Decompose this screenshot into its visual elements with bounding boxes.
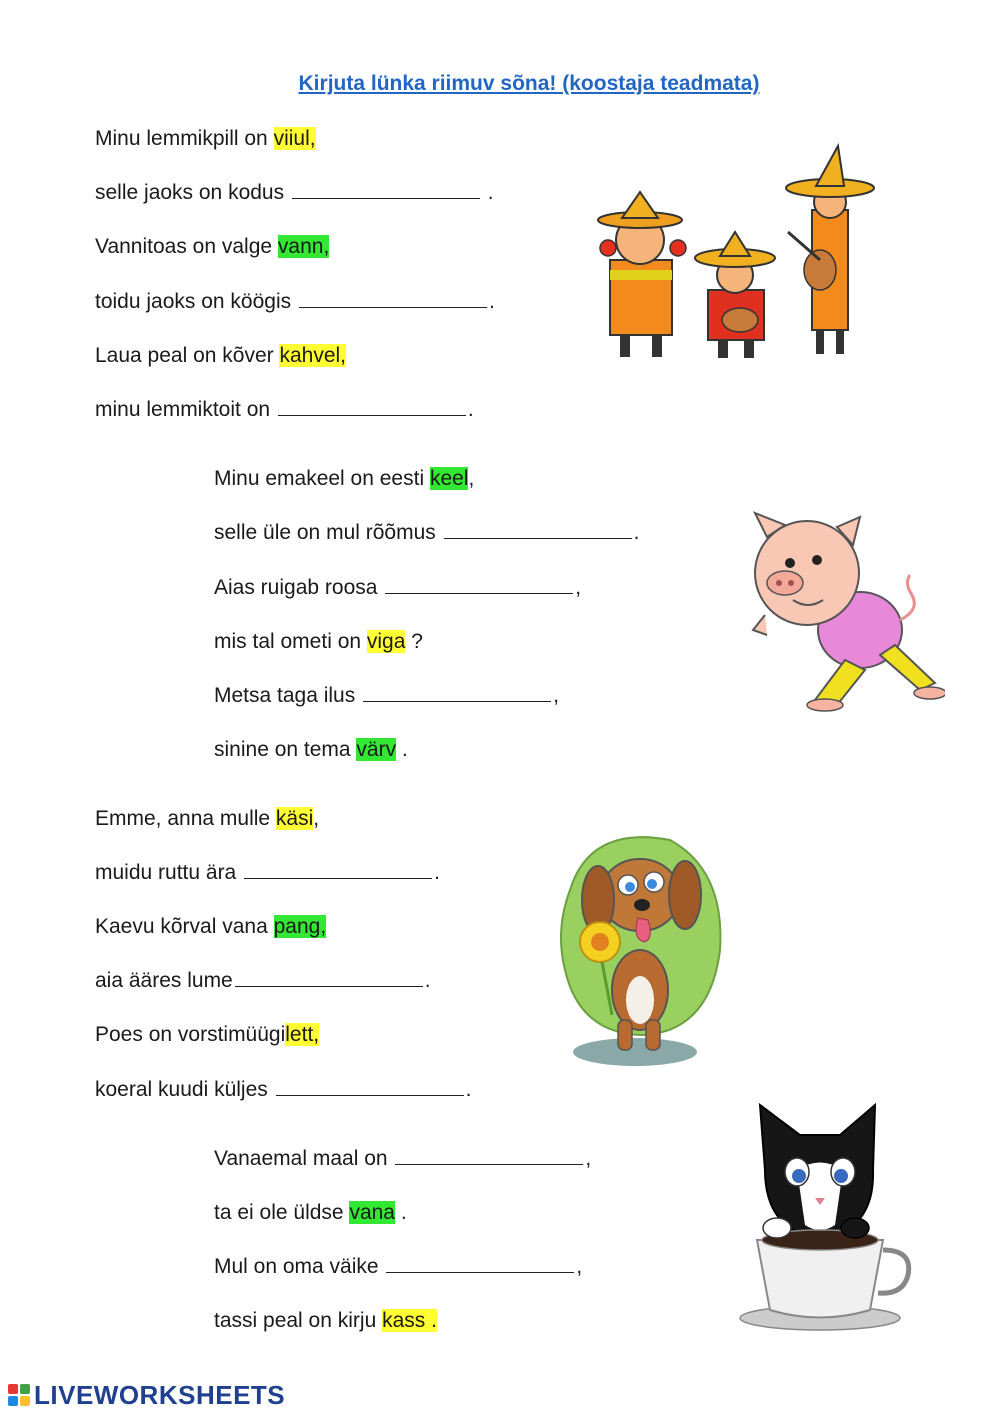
cat-in-cup-illustration [735,1100,915,1335]
line-punctuation: . [424,969,431,992]
answer-blank-input[interactable] [395,1148,583,1165]
footer-logo [8,1380,285,1410]
rhyme-word-highlight: käsi [275,807,314,830]
line-text: ta ei ole üldse [214,1201,350,1224]
rhyme-word-highlight: kahvel, [279,344,347,367]
rhyme-word-highlight: viiul, [273,127,316,150]
line-text: Vanaemal maal on [214,1147,394,1170]
line-text: Aias ruigab roosa [214,576,384,599]
line-text: Emme, anna mulle [95,807,276,830]
poem-line [95,1022,319,1048]
poem-line [214,466,474,492]
poem-line [95,289,495,315]
line-text: toidu jaoks on köögis [95,290,297,313]
answer-blank-input[interactable] [299,291,487,308]
answer-blank-input[interactable] [278,399,466,416]
answer-blank-input[interactable] [276,1079,464,1096]
line-punctuation: , [313,807,320,830]
line-punctuation: . [467,398,474,421]
poem-line [95,234,329,260]
line-text: Minu emakeel on eesti [214,467,430,490]
line-text: selle jaoks on kodus [95,181,290,204]
line-punctuation: . [481,181,494,204]
line-text: Poes on vorstimüügi [95,1023,286,1046]
poem-line [214,575,581,601]
line-text: minu lemmiktoit on [95,398,276,421]
answer-blank-input[interactable] [444,522,632,539]
answer-blank-input[interactable] [244,862,432,879]
rhyme-word-highlight: lett, [285,1023,320,1046]
line-punctuation: ? [405,630,423,653]
rhyme-word-highlight: kass . [382,1309,437,1332]
line-punctuation: , [585,1147,592,1170]
dog-illustration [550,830,730,1070]
rhyme-word-highlight: pang, [273,915,327,938]
brand-name: LIVEWORKSHEETS [34,1379,286,1410]
poem-line [95,1077,471,1103]
poem-line [214,520,639,546]
line-text: Metsa taga ilus [214,684,362,707]
worksheet-title: Kirjuta lünka riimuv sõna! (koostaja teadmata) [298,72,760,95]
line-punctuation: . [633,521,640,544]
line-text: Laua peal on kõver [95,344,280,367]
poem-line [214,1200,407,1226]
poem-line [214,737,408,763]
poem-line [214,1254,582,1280]
rhyme-word-highlight: värv [356,738,397,761]
poem-line [95,397,474,423]
poem-line [95,968,431,994]
poem-line [214,629,423,655]
line-punctuation: , [553,684,559,707]
poem-line [95,860,440,886]
rhyme-word-highlight: vana [349,1201,395,1224]
line-punctuation: . [465,1078,472,1101]
answer-blank-input[interactable] [386,1256,574,1273]
poem-line [95,806,319,832]
rhyme-word-highlight: keel [429,467,469,490]
line-text: Mul on oma väike [214,1255,385,1278]
rhyme-word-highlight: viga [366,630,406,653]
poem-line [214,683,559,709]
answer-blank-input[interactable] [385,577,573,594]
liveworksheets-logo-icon [8,1384,30,1406]
line-text: sinine on tema [214,738,357,761]
answer-blank-input[interactable] [363,685,551,702]
poem-line [95,180,494,206]
rhyme-word-highlight: vann, [277,235,330,258]
line-text: Vannitoas on valge [95,235,278,258]
answer-blank-input[interactable] [292,182,480,199]
line-text: tassi peal on kirju [214,1309,383,1332]
line-text: selle üle on mul rõõmus [214,521,442,544]
line-punctuation: , [575,576,582,599]
line-punctuation: . [434,861,440,884]
line-text: mis tal ometi on [214,630,367,653]
line-text: aia ääres lume [95,969,233,992]
line-punctuation: . [396,738,408,761]
line-punctuation: , [468,467,475,490]
line-text: muidu ruttu ära [95,861,243,884]
line-text: koeral kuudi küljes [95,1078,274,1101]
line-punctuation: . [394,1201,407,1224]
poem-line [214,1308,437,1334]
answer-blank-input[interactable] [235,970,423,987]
line-text: Kaevu kõrval vana [95,915,274,938]
line-text: Minu lemmikpill on [95,127,274,150]
poem-line [95,914,326,940]
line-punctuation: , [576,1255,583,1278]
line-punctuation: . [488,290,495,313]
poem-line [95,126,316,152]
poem-line [214,1146,591,1172]
pig-illustration [745,505,945,715]
poem-line [95,343,346,369]
mariachi-illustration [590,140,880,365]
